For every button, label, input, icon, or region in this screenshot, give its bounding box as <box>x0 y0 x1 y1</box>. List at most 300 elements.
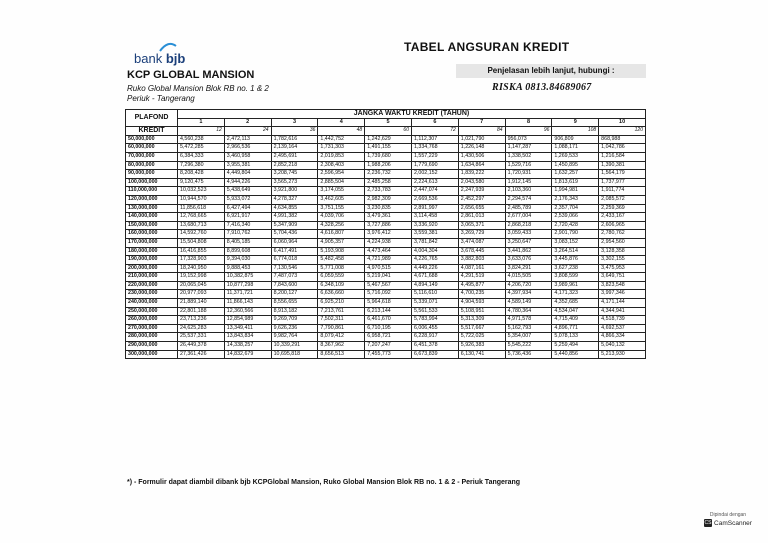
installment-cell: 5,259,494 <box>552 342 599 351</box>
installment-cell: 1,021,790 <box>458 135 505 144</box>
installment-cell: 4,991,382 <box>271 213 318 222</box>
installment-cell: 4,715,409 <box>552 316 599 325</box>
installment-cell: 4,004,304 <box>411 247 458 256</box>
installment-cell: 2,780,762 <box>599 230 646 239</box>
installment-cell: 3,441,862 <box>505 247 552 256</box>
installment-cell: 4,780,364 <box>505 307 552 316</box>
installment-cell: 3,882,803 <box>458 256 505 265</box>
installment-cell: 5,933,072 <box>224 195 271 204</box>
installment-cell: 6,461,670 <box>365 316 412 325</box>
installment-cell: 868,988 <box>599 135 646 144</box>
year-header: 10 <box>599 118 646 127</box>
installment-cell: 2,224,613 <box>411 178 458 187</box>
installment-cell: 1,338,502 <box>505 152 552 161</box>
installment-table <box>125 109 646 359</box>
installment-cell: 7,487,073 <box>271 273 318 282</box>
installment-cell: 5,736,436 <box>505 350 552 359</box>
installment-cell: 6,348,109 <box>318 281 365 290</box>
installment-cell: 4,721,989 <box>365 256 412 265</box>
month-header: 120 <box>599 127 646 136</box>
installment-cell: 17,328,903 <box>178 256 225 265</box>
installment-cell: 1,147,287 <box>505 144 552 153</box>
month-header: 12 <box>178 127 225 136</box>
installment-cell: 3,727,886 <box>365 221 412 230</box>
installment-cell: 16,416,855 <box>178 247 225 256</box>
installment-cell: 2,236,732 <box>365 170 412 179</box>
installment-cell: 5,704,436 <box>271 230 318 239</box>
installment-cell: 10,339,291 <box>271 342 318 351</box>
installment-cell: 3,823,548 <box>599 281 646 290</box>
installment-cell: 5,482,458 <box>318 256 365 265</box>
installment-cell: 6,451,378 <box>411 342 458 351</box>
installment-cell: 1,088,171 <box>552 144 599 153</box>
plafond-cell: 100,000,000 <box>126 178 178 187</box>
installment-cell: 13,349,411 <box>224 324 271 333</box>
installment-cell: 1,042,786 <box>599 144 646 153</box>
table-row <box>126 307 646 316</box>
table-row <box>126 350 646 359</box>
installment-cell: 5,771,008 <box>318 264 365 273</box>
installment-cell: 2,139,164 <box>271 144 318 153</box>
installment-cell: 4,015,505 <box>505 273 552 282</box>
plafond-cell: 190,000,000 <box>126 256 178 265</box>
installment-cell: 3,808,599 <box>552 273 599 282</box>
installment-cell: 3,824,291 <box>505 264 552 273</box>
installment-cell: 14,832,679 <box>224 350 271 359</box>
installment-cell: 4,866,334 <box>599 333 646 342</box>
installment-cell: 15,504,808 <box>178 238 225 247</box>
installment-cell: 2,901,790 <box>552 230 599 239</box>
installment-cell: 2,485,789 <box>505 204 552 213</box>
installment-cell: 4,904,593 <box>458 299 505 308</box>
installment-cell: 6,921,917 <box>224 213 271 222</box>
installment-cell: 2,357,704 <box>552 204 599 213</box>
installment-cell: 6,636,660 <box>318 290 365 299</box>
installment-cell: 8,200,127 <box>271 290 318 299</box>
installment-cell: 19,152,998 <box>178 273 225 282</box>
installment-cell: 2,103,360 <box>505 187 552 196</box>
installment-cell: 1,737,977 <box>599 178 646 187</box>
installment-cell: 4,616,807 <box>318 230 365 239</box>
installment-cell: 8,899,608 <box>224 247 271 256</box>
plafond-cell: 150,000,000 <box>126 221 178 230</box>
installment-cell: 2,259,369 <box>599 204 646 213</box>
installment-cell: 2,485,258 <box>365 178 412 187</box>
year-header: 1 <box>178 118 225 127</box>
installment-cell: 1,994,981 <box>552 187 599 196</box>
table-row <box>126 290 646 299</box>
installment-cell: 4,328,256 <box>318 221 365 230</box>
installment-cell: 13,680,713 <box>178 221 225 230</box>
plafond-cell: 110,000,000 <box>126 187 178 196</box>
installment-cell: 4,171,323 <box>552 290 599 299</box>
table-header-months <box>126 127 646 136</box>
page-title: TABEL ANGSURAN KREDIT <box>404 40 570 54</box>
installment-cell: 3,083,152 <box>552 238 599 247</box>
installment-cell: 3,921,800 <box>271 187 318 196</box>
installment-cell: 7,416,340 <box>224 221 271 230</box>
installment-cell: 7,843,600 <box>271 281 318 290</box>
installment-cell: 4,449,226 <box>411 264 458 273</box>
installment-cell: 8,405,185 <box>224 238 271 247</box>
plafond-header <box>126 110 178 127</box>
installment-cell: 6,673,839 <box>411 350 458 359</box>
installment-cell: 25,537,331 <box>178 333 225 342</box>
plafond-cell: 200,000,000 <box>126 264 178 273</box>
installment-cell: 3,633,076 <box>505 256 552 265</box>
installment-cell: 1,564,179 <box>599 170 646 179</box>
installment-cell: 4,560,238 <box>178 135 225 144</box>
installment-cell: 5,926,383 <box>458 342 505 351</box>
installment-cell: 14,338,257 <box>224 342 271 351</box>
year-header: 4 <box>318 118 365 127</box>
info-label: Penjelasan lebih lanjut, hubungi : <box>456 64 646 78</box>
installment-cell: 4,970,515 <box>365 264 412 273</box>
installment-cell: 1,911,774 <box>599 187 646 196</box>
installment-cell: 10,877,298 <box>224 281 271 290</box>
plafond-cell: 50,000,000 <box>126 135 178 144</box>
year-header: 5 <box>365 118 412 127</box>
month-header: 72 <box>411 127 458 136</box>
installment-cell: 6,213,144 <box>365 307 412 316</box>
month-header: 84 <box>458 127 505 136</box>
installment-cell: 2,891,997 <box>411 204 458 213</box>
installment-cell: 6,228,917 <box>411 333 458 342</box>
installment-cell: 1,442,752 <box>318 135 365 144</box>
installment-cell: 4,700,235 <box>458 290 505 299</box>
installment-cell: 3,479,361 <box>365 213 412 222</box>
installment-cell: 2,085,572 <box>599 195 646 204</box>
table-header-years <box>126 118 646 127</box>
installment-cell: 6,925,210 <box>318 299 365 308</box>
installment-cell: 2,669,536 <box>411 195 458 204</box>
installment-cell: 2,294,574 <box>505 195 552 204</box>
plafond-label-2: KREDIT <box>126 127 178 136</box>
installment-cell: 3,336,920 <box>411 221 458 230</box>
installment-cell: 5,545,222 <box>505 342 552 351</box>
table-header-row-1 <box>126 110 646 119</box>
table-row <box>126 221 646 230</box>
bank-logo <box>134 51 185 66</box>
table-row <box>126 299 646 308</box>
installment-cell: 5,213,930 <box>599 350 646 359</box>
installment-cell: 24,625,283 <box>178 324 225 333</box>
installment-cell: 5,162,793 <box>505 324 552 333</box>
installment-cell: 1,839,222 <box>458 170 505 179</box>
installment-cell: 1,269,533 <box>552 152 599 161</box>
installment-cell: 6,006,455 <box>411 324 458 333</box>
installment-cell: 1,226,148 <box>458 144 505 153</box>
installment-cell: 3,475,953 <box>599 264 646 273</box>
installment-cell: 4,224,938 <box>365 238 412 247</box>
installment-cell: 4,589,149 <box>505 299 552 308</box>
installment-cell: 3,997,346 <box>599 290 646 299</box>
installment-cell: 3,976,412 <box>365 230 412 239</box>
installment-cell: 5,716,092 <box>365 290 412 299</box>
installment-cell: 5,078,133 <box>552 333 599 342</box>
installment-cell: 3,781,842 <box>411 238 458 247</box>
installment-cell: 6,059,559 <box>318 273 365 282</box>
installment-cell: 1,739,680 <box>365 152 412 161</box>
installment-cell: 3,474,087 <box>458 238 505 247</box>
installment-cell: 2,966,536 <box>224 144 271 153</box>
installment-cell: 5,517,667 <box>458 324 505 333</box>
installment-cell: 3,208,745 <box>271 170 318 179</box>
plafond-cell: 180,000,000 <box>126 247 178 256</box>
plafond-label-1: PLAFOND <box>134 114 169 122</box>
installment-cell: 8,208,428 <box>178 170 225 179</box>
installment-cell: 1,632,257 <box>552 170 599 179</box>
installment-cell: 13,843,834 <box>224 333 271 342</box>
installment-cell: 2,720,428 <box>552 221 599 230</box>
installment-cell: 4,206,720 <box>505 281 552 290</box>
table-row <box>126 324 646 333</box>
installment-cell: 2,539,066 <box>552 213 599 222</box>
installment-cell: 2,176,343 <box>552 195 599 204</box>
installment-cell: 5,354,007 <box>505 333 552 342</box>
installment-cell: 2,019,853 <box>318 152 365 161</box>
installment-cell: 7,213,761 <box>318 307 365 316</box>
installment-cell: 3,989,961 <box>552 281 599 290</box>
installment-cell: 4,634,855 <box>271 204 318 213</box>
table-row <box>126 281 646 290</box>
installment-cell: 1,216,584 <box>599 152 646 161</box>
installment-cell: 3,250,647 <box>505 238 552 247</box>
installment-cell: 4,896,771 <box>552 324 599 333</box>
installment-cell: 1,720,931 <box>505 170 552 179</box>
installment-cell: 6,958,721 <box>365 333 412 342</box>
installment-cell: 4,894,149 <box>411 281 458 290</box>
table-row <box>126 135 646 144</box>
stamp-brand-label: CamScanner <box>714 519 752 527</box>
installment-cell: 3,264,514 <box>552 247 599 256</box>
installment-cell: 5,116,610 <box>411 290 458 299</box>
plafond-cell: 210,000,000 <box>126 273 178 282</box>
table-row <box>126 213 646 222</box>
plafond-cell: 130,000,000 <box>126 204 178 213</box>
month-header: 24 <box>224 127 271 136</box>
installment-cell: 5,472,285 <box>178 144 225 153</box>
installment-cell: 1,988,206 <box>365 161 412 170</box>
address-line-2: Periuk - Tangerang <box>127 94 195 103</box>
installment-cell: 21,889,140 <box>178 299 225 308</box>
installment-cell: 7,296,380 <box>178 161 225 170</box>
installment-cell: 4,226,765 <box>411 256 458 265</box>
plafond-cell: 290,000,000 <box>126 342 178 351</box>
logo-wing-icon <box>158 42 178 52</box>
installment-cell: 4,971,578 <box>505 316 552 325</box>
installment-cell: 9,888,453 <box>224 264 271 273</box>
installment-cell: 3,460,958 <box>224 152 271 161</box>
installment-cell: 2,472,113 <box>224 135 271 144</box>
installment-cell: 6,384,333 <box>178 152 225 161</box>
stamp-line: Dipindai dengan <box>709 512 747 518</box>
installment-cell: 5,040,132 <box>599 342 646 351</box>
installment-cell: 5,467,567 <box>365 281 412 290</box>
installment-cell: 2,433,167 <box>599 213 646 222</box>
installment-cell: 2,677,004 <box>505 213 552 222</box>
installment-cell: 1,634,864 <box>458 161 505 170</box>
installment-cell: 8,656,513 <box>318 350 365 359</box>
plafond-cell: 260,000,000 <box>126 316 178 325</box>
logo-prefix: bank <box>134 51 163 66</box>
installment-cell: 6,417,491 <box>271 247 318 256</box>
installment-cell: 1,529,716 <box>505 161 552 170</box>
installment-cell: 1,731,303 <box>318 144 365 153</box>
installment-cell: 7,790,861 <box>318 324 365 333</box>
plafond-cell: 170,000,000 <box>126 238 178 247</box>
installment-cell: 5,722,025 <box>458 333 505 342</box>
table-row <box>126 178 646 187</box>
table-row <box>126 161 646 170</box>
installment-cell: 11,866,143 <box>224 299 271 308</box>
installment-cell: 3,565,273 <box>271 178 318 187</box>
month-header: 108 <box>552 127 599 136</box>
table-row <box>126 170 646 179</box>
installment-cell: 3,302,155 <box>599 256 646 265</box>
camscanner-icon: CS <box>704 520 712 526</box>
installment-cell: 3,649,751 <box>599 273 646 282</box>
installment-cell: 2,308,403 <box>318 161 365 170</box>
installment-cell: 3,751,155 <box>318 204 365 213</box>
installment-cell: 1,491,155 <box>365 144 412 153</box>
table-row <box>126 204 646 213</box>
installment-cell: 3,128,358 <box>599 247 646 256</box>
installment-cell: 2,606,965 <box>599 221 646 230</box>
installment-cell: 6,710,195 <box>365 324 412 333</box>
plafond-cell: 250,000,000 <box>126 307 178 316</box>
installment-cell: 10,032,523 <box>178 187 225 196</box>
installment-cell: 4,944,226 <box>224 178 271 187</box>
installment-cell: 2,043,580 <box>458 178 505 187</box>
installment-cell: 10,382,875 <box>224 273 271 282</box>
installment-cell: 27,361,426 <box>178 350 225 359</box>
installment-cell: 2,852,218 <box>271 161 318 170</box>
installment-cell: 5,339,071 <box>411 299 458 308</box>
installment-cell: 4,692,537 <box>599 324 646 333</box>
year-header: 8 <box>505 118 552 127</box>
plafond-cell: 60,000,000 <box>126 144 178 153</box>
installment-cell: 1,557,229 <box>411 152 458 161</box>
installment-cell: 1,112,307 <box>411 135 458 144</box>
installment-cell: 7,502,311 <box>318 316 365 325</box>
table-row <box>126 187 646 196</box>
month-header: 36 <box>271 127 318 136</box>
installment-cell: 3,462,605 <box>318 195 365 204</box>
installment-cell: 8,079,412 <box>318 333 365 342</box>
table-row <box>126 152 646 161</box>
year-header: 9 <box>552 118 599 127</box>
installment-cell: 4,087,161 <box>458 264 505 273</box>
installment-cell: 5,108,951 <box>458 307 505 316</box>
plafond-cell: 140,000,000 <box>126 213 178 222</box>
installment-cell: 10,695,818 <box>271 350 318 359</box>
installment-cell: 3,955,381 <box>224 161 271 170</box>
installment-cell: 4,534,047 <box>552 307 599 316</box>
year-header: 2 <box>224 118 271 127</box>
installment-cell: 7,455,773 <box>365 350 412 359</box>
table-row <box>126 238 646 247</box>
installment-cell: 2,885,504 <box>318 178 365 187</box>
installment-cell: 4,449,804 <box>224 170 271 179</box>
installment-cell: 6,130,741 <box>458 350 505 359</box>
installment-cell: 5,313,309 <box>458 316 505 325</box>
installment-cell: 4,905,357 <box>318 238 365 247</box>
installment-cell: 8,367,962 <box>318 342 365 351</box>
plafond-cell: 220,000,000 <box>126 281 178 290</box>
plafond-cell: 70,000,000 <box>126 152 178 161</box>
table-row <box>126 256 646 265</box>
installment-cell: 3,269,729 <box>458 230 505 239</box>
installment-cell: 18,240,950 <box>178 264 225 273</box>
installment-cell: 2,954,560 <box>599 238 646 247</box>
installment-cell: 906,809 <box>552 135 599 144</box>
plafond-cell: 120,000,000 <box>126 195 178 204</box>
table-row <box>126 247 646 256</box>
installment-cell: 2,002,152 <box>411 170 458 179</box>
installment-cell: 8,913,182 <box>271 307 318 316</box>
installment-cell: 3,445,876 <box>552 256 599 265</box>
table-row <box>126 342 646 351</box>
year-header: 6 <box>411 118 458 127</box>
installment-cell: 11,856,618 <box>178 204 225 213</box>
installment-cell: 5,964,618 <box>365 299 412 308</box>
installment-cell: 2,447,074 <box>411 187 458 196</box>
table-body <box>126 135 646 358</box>
installment-cell: 2,868,218 <box>505 221 552 230</box>
address-line-1: Ruko Global Mansion Blok RB no. 1 & 2 <box>127 84 269 93</box>
installment-cell: 3,065,371 <box>458 221 505 230</box>
installment-cell: 956,073 <box>505 135 552 144</box>
plafond-cell: 240,000,000 <box>126 299 178 308</box>
table-row <box>126 195 646 204</box>
installment-cell: 6,427,494 <box>224 204 271 213</box>
installment-cell: 10,944,570 <box>178 195 225 204</box>
installment-cell: 3,627,238 <box>552 264 599 273</box>
installment-cell: 4,039,706 <box>318 213 365 222</box>
installment-cell: 6,774,018 <box>271 256 318 265</box>
installment-cell: 20,065,045 <box>178 281 225 290</box>
installment-cell: 3,114,458 <box>411 213 458 222</box>
scanner-stamp <box>697 512 759 527</box>
installment-cell: 4,518,739 <box>599 316 646 325</box>
installment-cell: 4,291,519 <box>458 273 505 282</box>
installment-cell: 3,174,055 <box>318 187 365 196</box>
installment-cell: 5,219,041 <box>365 273 412 282</box>
installment-cell: 9,394,030 <box>224 256 271 265</box>
installment-cell: 5,193,908 <box>318 247 365 256</box>
installment-cell: 4,352,685 <box>552 299 599 308</box>
installment-cell: 5,440,856 <box>552 350 599 359</box>
stamp-brand <box>697 519 759 527</box>
installment-cell: 1,242,629 <box>365 135 412 144</box>
installment-cell: 1,782,616 <box>271 135 318 144</box>
installment-cell: 12,360,566 <box>224 307 271 316</box>
installment-cell: 4,495,877 <box>458 281 505 290</box>
installment-cell: 6,060,964 <box>271 238 318 247</box>
installment-cell: 1,912,145 <box>505 178 552 187</box>
installment-cell: 1,450,895 <box>552 161 599 170</box>
installment-cell: 2,861,013 <box>458 213 505 222</box>
installment-cell: 3,678,445 <box>458 247 505 256</box>
table-row <box>126 273 646 282</box>
installment-cell: 3,059,433 <box>505 230 552 239</box>
month-header: 96 <box>505 127 552 136</box>
table-row <box>126 230 646 239</box>
footnote: *) - Formulir dapat diambil dibank bjb KCPGlobal Mansion, Ruko Global Mansion Blok RB no. 1 & 2 - Periuk Tangerang <box>127 479 521 486</box>
plafond-cell: 90,000,000 <box>126 170 178 179</box>
installment-cell: 9,120,475 <box>178 178 225 187</box>
